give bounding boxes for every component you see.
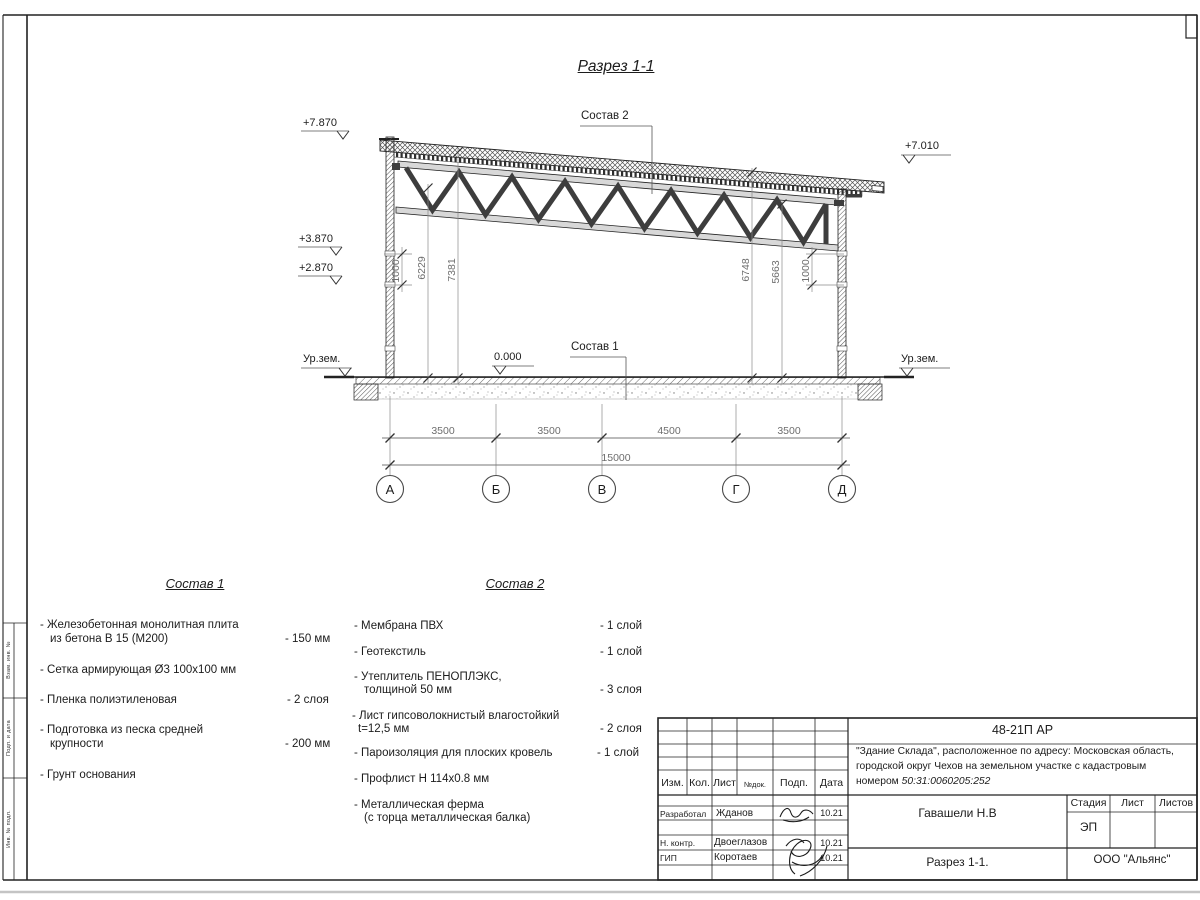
sostav2-heading: Состав 2 xyxy=(485,576,545,591)
list-item: - Мембрана ПВХ xyxy=(354,620,444,632)
approver-name: Гавашели Н.В xyxy=(918,806,997,820)
ground-level-left: Ур.зем. xyxy=(303,353,341,365)
list-item-value: - 1 слой xyxy=(600,620,643,632)
list-item: (с торца металлическая балка) xyxy=(364,812,531,824)
list-item: - Железобетонная монолитная плита xyxy=(40,619,239,631)
cadastral-number: 50:31:0060205:252 xyxy=(901,776,991,787)
left-wall xyxy=(386,137,394,378)
sheet-label: Лист xyxy=(1121,797,1144,809)
stage-label: Стадия xyxy=(1070,797,1107,809)
dim-7381: 7381 xyxy=(446,258,458,282)
dim-total: 15000 xyxy=(601,452,631,464)
strip-cell-vzam: Взам. инв. № xyxy=(6,641,12,679)
row-date-3: 10.21 xyxy=(820,853,843,863)
list-item-value: - 1 слой xyxy=(597,747,640,759)
row-date-2: 10.21 xyxy=(820,838,843,848)
view-title: Разрез 1-1 xyxy=(577,58,655,75)
project-description-line2: городской округ Чехов на земельном участке с кадастровым xyxy=(856,761,1147,772)
list-item-value: - 150 мм xyxy=(285,633,331,645)
dim-1000-right: 1000 xyxy=(800,259,812,283)
col-kol: Кол. xyxy=(689,777,710,789)
list-item: t=12,5 мм xyxy=(358,723,410,735)
list-item: - Сетка армирующая Ø3 100х100 мм xyxy=(40,664,237,676)
truss-support-right xyxy=(834,200,844,206)
elevation-top-left: +7.870 xyxy=(303,117,337,129)
frame-corner-box xyxy=(1186,15,1197,38)
axis-v: В xyxy=(597,482,607,497)
elevation-zero: 0.000 xyxy=(494,351,522,363)
doc-code: 48-21П АР xyxy=(991,723,1054,737)
list-item-value: - 3 слоя xyxy=(600,684,642,696)
strip-cell-inv: Инв. № подл. xyxy=(6,810,12,848)
sostav1-heading: Состав 1 xyxy=(165,576,225,591)
col-ndoc: №док. xyxy=(744,780,766,789)
list-item: - Пленка полиэтиленовая xyxy=(40,694,177,706)
company-name: ООО "Альянс" xyxy=(1093,854,1171,866)
dim-1000-left: 1000 xyxy=(390,259,402,283)
list-item: - Грунт основания xyxy=(40,769,136,781)
list-item-value: - 1 слой xyxy=(600,646,643,658)
row-name-zhdanov: Жданов xyxy=(716,808,754,819)
truss-support-left xyxy=(392,163,400,170)
col-list: Лист xyxy=(713,777,736,789)
elevation-mid-lower: +2.870 xyxy=(299,262,333,274)
truss-bottom-chord xyxy=(396,207,838,251)
list-item-value: - 2 слоя xyxy=(600,723,642,735)
list-item-value: - 200 мм xyxy=(285,738,331,750)
list-item: крупности xyxy=(50,738,104,750)
list-item: - Утеплитель ПЕНОПЛЭКС, xyxy=(354,671,502,683)
section-view xyxy=(298,126,951,503)
elevation-top-right: +7.010 xyxy=(905,140,939,152)
roof-bracket xyxy=(846,194,862,198)
signature-nkontr xyxy=(786,839,804,846)
titleblock-sheet-title: Разрез 1-1. xyxy=(926,855,989,869)
stage-value: ЭП xyxy=(1079,820,1098,834)
dim-span-bv: 3500 xyxy=(537,425,561,437)
footing-right xyxy=(858,384,882,400)
list-item: - Подготовка из песка средней xyxy=(40,724,204,736)
col-izm: Изм. xyxy=(661,777,684,789)
floor-slab xyxy=(324,377,914,400)
axis-a: А xyxy=(385,482,395,497)
ground-level-right: Ур.зем. xyxy=(901,353,939,365)
col-data: Дата xyxy=(819,777,844,789)
row-name-dvoeglazov: Двоеглазов xyxy=(714,837,768,848)
col-podp: Подп. xyxy=(780,777,808,789)
dim-span-ab: 3500 xyxy=(431,425,455,437)
project-description-line1: "Здание Склада", расположенное по адресу: Московская область, xyxy=(856,746,1174,757)
dim-5663: 5663 xyxy=(770,260,782,284)
axis-bubbles xyxy=(377,476,856,503)
sheets-label: Листов xyxy=(1158,797,1194,809)
row-role-nkontr: Н. контр. xyxy=(660,838,696,848)
row-date-1: 10.21 xyxy=(820,808,843,818)
roof-edge-detail xyxy=(872,186,883,192)
dim-span-vg: 4500 xyxy=(657,425,681,437)
list-item: - Профлист Н 114х0.8 мм xyxy=(354,773,490,785)
row-role-gip: ГИП xyxy=(660,853,677,863)
axis-d: Д xyxy=(837,482,847,497)
project-description-line3 xyxy=(856,776,990,787)
dim-span-gd: 3500 xyxy=(777,425,801,437)
list-item: - Лист гипсоволокнистый влагостойкий xyxy=(352,710,560,722)
list-item: из бетона В 15 (М200) xyxy=(50,633,169,645)
dim-6229: 6229 xyxy=(416,256,428,280)
row-role-razrabotal: Разработал xyxy=(660,809,707,819)
axis-g: Г xyxy=(732,482,740,497)
cadastral-prefix: номером xyxy=(856,776,902,787)
list-item: толщиной 50 мм xyxy=(364,684,453,696)
footing-left xyxy=(354,384,378,400)
list-item: - Металлическая ферма xyxy=(354,799,484,811)
list-item: - Пароизоляция для плоских кровель xyxy=(354,747,553,759)
list-item: - Геотекстиль xyxy=(354,646,426,658)
floor-composition-label: Состав 1 xyxy=(571,341,619,353)
elevation-mid-upper: +3.870 xyxy=(299,233,333,245)
strip-cell-podp: Подп. и дата xyxy=(6,720,12,756)
dim-6748: 6748 xyxy=(740,258,752,282)
sand-bed xyxy=(378,384,858,399)
roof-composition-label: Состав 2 xyxy=(581,110,629,122)
axis-b: Б xyxy=(491,482,501,497)
row-name-korotaev: Коротаев xyxy=(714,852,758,863)
list-item-value: - 2 слоя xyxy=(287,694,329,706)
